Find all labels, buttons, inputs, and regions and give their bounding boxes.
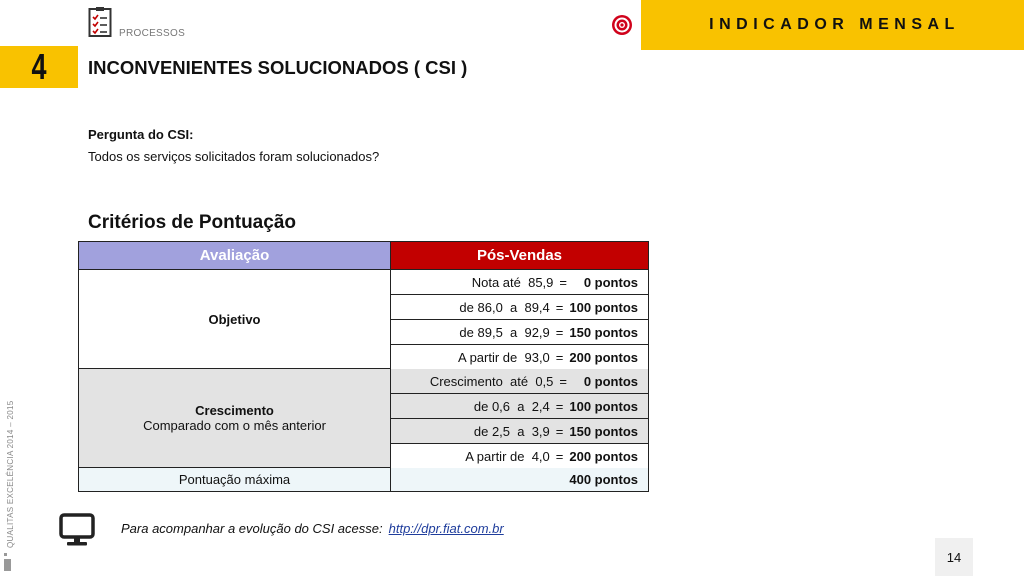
row-desc: Nota até 85,9 (471, 274, 554, 290)
max-score-label-cell (79, 468, 391, 491)
page-number: 14 (935, 538, 973, 576)
row-points: 150 pontos (569, 324, 638, 340)
checklist-icon (88, 6, 112, 38)
question-label: Pergunta do CSI: (88, 127, 194, 142)
row-points: 100 pontos (569, 299, 638, 315)
crescimento-sublabel: Comparado com o mês anterior (143, 418, 326, 433)
objetivo-cell (79, 270, 391, 369)
row-sign: = (559, 274, 567, 290)
row-sign: = (555, 299, 564, 315)
crescimento-label: Crescimento (195, 403, 274, 418)
row-desc: A partir de 93,0 (458, 349, 550, 365)
row-desc: de 2,5 a 3,9 (473, 423, 550, 439)
row-points: 0 pontos (573, 274, 638, 290)
row-points: 200 pontos (569, 448, 638, 464)
row-points: 200 pontos (569, 349, 638, 365)
scoring-table (78, 241, 649, 492)
max-score-value-cell (391, 468, 648, 491)
row-desc: A partir de 4,0 (465, 448, 550, 464)
section-number-box (0, 46, 78, 88)
banner-text: INDICADOR MENSAL (709, 16, 960, 33)
column-header-pos-vendas: Pós-Vendas (391, 242, 648, 270)
question-text: Todos os serviços solicitados foram solucionados? (88, 149, 380, 164)
row-sign: = (559, 373, 567, 389)
max-score-value: 400 pontos (569, 472, 638, 487)
row-points: 0 pontos (573, 373, 638, 389)
section-label: PROCESSOS (119, 28, 186, 39)
side-label: QUALITAS EXCELÊNCIA 2014 – 2015 (6, 400, 15, 548)
row-sign: = (555, 448, 564, 464)
row-desc: Crescimento até 0,5 (429, 373, 554, 389)
row-desc: de 86,0 a 89,4 (459, 299, 550, 315)
monitor-icon (59, 513, 95, 547)
table-row (391, 295, 648, 320)
table-row (391, 345, 648, 370)
row-sign: = (555, 423, 564, 439)
crescimento-cell (79, 369, 391, 468)
table-row (391, 320, 648, 345)
objetivo-label: Objetivo (208, 311, 261, 327)
table-row (391, 369, 648, 394)
footer-text: Para acompanhar a evolução do CSI acesse: (121, 521, 383, 536)
row-sign: = (555, 324, 564, 340)
target-icon (611, 14, 633, 36)
footer-note (121, 521, 504, 536)
max-score-label: Pontuação máxima (178, 472, 291, 487)
table-row (391, 444, 648, 469)
table-row (391, 419, 648, 444)
row-desc: de 0,6 a 2,4 (473, 398, 550, 414)
dpr-link[interactable]: http://dpr.fiat.com.br (388, 521, 504, 536)
row-desc: de 89,5 a 92,9 (459, 324, 550, 340)
criteria-title: Critérios de Pontuação (88, 212, 296, 233)
section-number: 4 (31, 46, 47, 87)
logo-mark-icon (4, 553, 12, 571)
table-row (391, 394, 648, 419)
row-sign: = (555, 398, 564, 414)
page-title: INCONVENIENTES SOLUCIONADOS ( CSI ) (88, 57, 468, 78)
indicator-banner (641, 0, 1024, 50)
row-sign: = (555, 349, 564, 365)
column-header-avaliacao: Avaliação (79, 242, 391, 270)
row-points: 100 pontos (569, 398, 638, 414)
table-row (391, 270, 648, 295)
row-points: 150 pontos (569, 423, 638, 439)
